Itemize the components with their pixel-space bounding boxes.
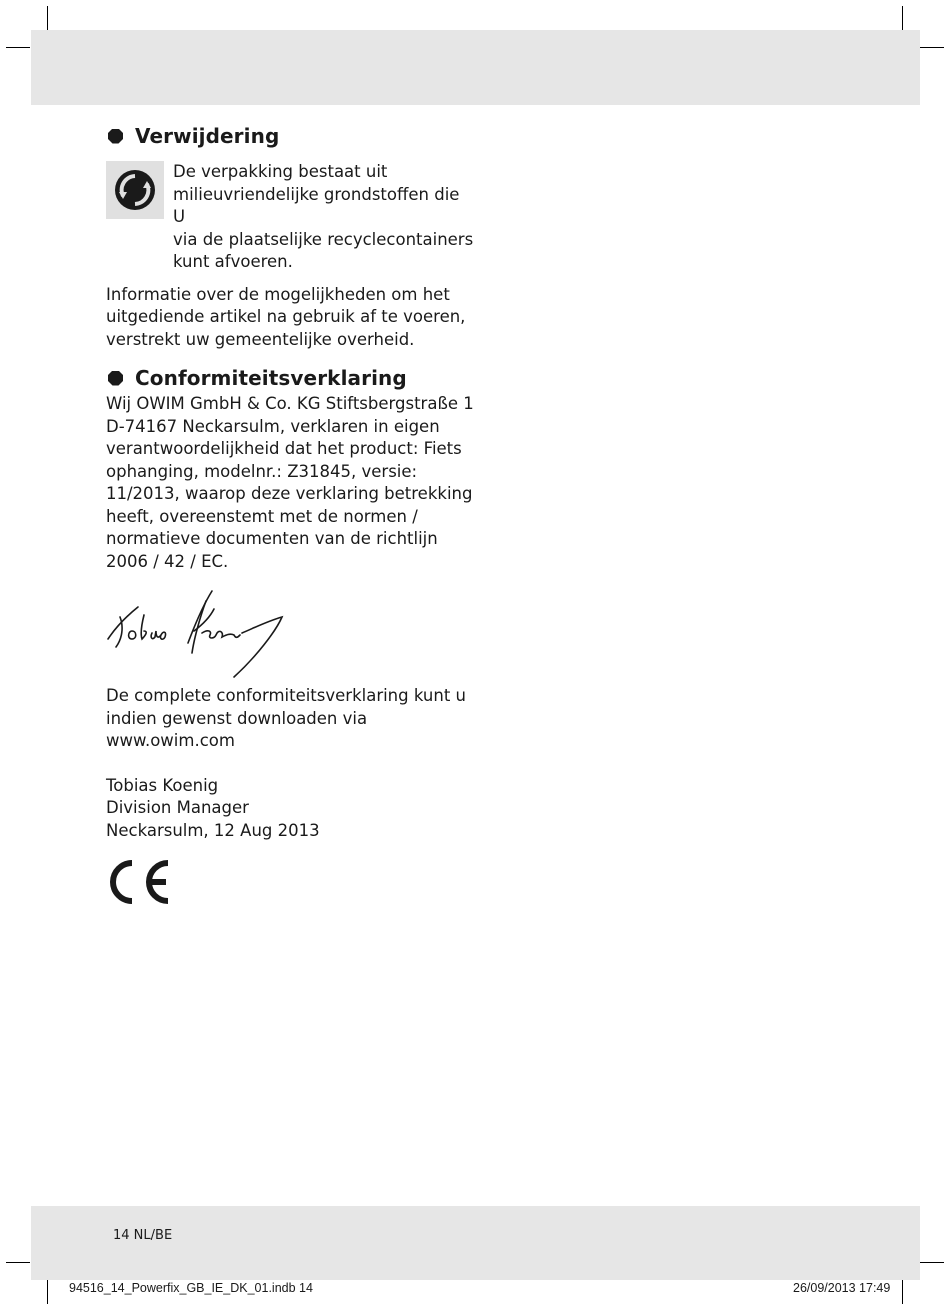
disposal-info-text: Informatie over de mogelijkheden om het uitgediende artikel na gebruik af te voeren, verstrekt uw gemeentelijke overheid. bbox=[106, 284, 466, 349]
bullet-octagon-icon bbox=[108, 129, 123, 144]
crop-mark bbox=[920, 1262, 944, 1263]
bullet-octagon-icon bbox=[108, 371, 123, 386]
crop-mark bbox=[6, 1262, 30, 1263]
crop-mark bbox=[920, 47, 944, 48]
packaging-block bbox=[106, 161, 476, 274]
crop-mark bbox=[47, 1280, 48, 1304]
header-band bbox=[31, 30, 920, 105]
heading-conformity bbox=[106, 366, 476, 390]
signatory-name: Tobias Koenig bbox=[106, 775, 219, 795]
download-text: De complete conformiteitsverklaring kunt u indien gewenst downloaden via www.owim.com bbox=[106, 686, 466, 750]
signatory-role: Division Manager bbox=[106, 798, 249, 817]
heading-removal bbox=[106, 124, 476, 148]
page-content bbox=[106, 124, 476, 910]
crop-mark bbox=[902, 6, 903, 30]
crop-mark bbox=[902, 1280, 903, 1304]
signature-image bbox=[106, 587, 476, 683]
print-slug-file: 94516_14_Powerfix_GB_IE_DK_01.indb 14 bbox=[69, 1281, 313, 1295]
packaging-text: De verpakking bestaat uit milieuvriendelijke grondstoffen die U via de plaatselijke recyclecontainers kunt afvoeren. bbox=[173, 162, 474, 271]
page-number: 14 NL/BE bbox=[113, 1228, 173, 1243]
print-slug-datetime: 26/09/2013 17:49 bbox=[793, 1281, 891, 1295]
heading-conformity-text: Conformiteitsverklaring bbox=[135, 366, 407, 390]
crop-mark bbox=[6, 47, 30, 48]
ce-mark-icon bbox=[106, 858, 476, 910]
heading-removal-text: Verwijdering bbox=[135, 124, 280, 148]
green-dot-recycle-icon bbox=[106, 161, 164, 219]
place-date: Neckarsulm, 12 Aug 2013 bbox=[106, 820, 320, 840]
crop-mark bbox=[47, 6, 48, 30]
conformity-statement: Wij OWIM GmbH & Co. KG Stiftsbergstraße 1 D-74167 Neckarsulm, verklaren in eigen verantwoordelijkheid dat het product: Fiets ophanging, modelnr.: Z31845, versie: 11/2013, waarop deze verklaring betrekking heeft, overeenstemt met de normen / normatieve documenten van de richtlijn 2006 / 42 / EC. bbox=[106, 394, 474, 571]
footer-band bbox=[31, 1206, 920, 1280]
